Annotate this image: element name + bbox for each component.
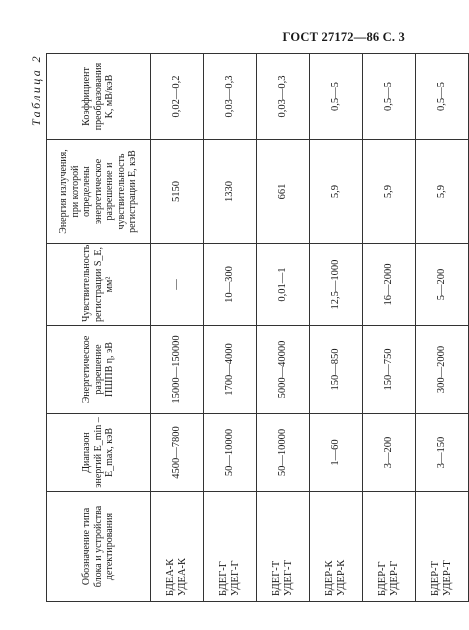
code-line: БДЕГ-Г (217, 561, 229, 596)
cell-range: 3—150 (416, 414, 469, 492)
code-line: БДЕР-Г (376, 561, 388, 596)
cell-sensitivity: 10—300 (204, 244, 257, 326)
code-line: УДЕР-Г (389, 560, 400, 596)
table-row (310, 54, 363, 602)
column-header: Энергия излучения, при которой определены энергетическое разрешение и чувствительность регистрации E, кэВ (47, 140, 151, 244)
cell-range: 50—10000 (257, 414, 310, 492)
cell-sensitivity: 5—200 (416, 244, 469, 326)
column-header: Диапазон энергий E_min – E_max, кэВ (47, 414, 151, 492)
cell-range: 4500—7800 (151, 414, 204, 492)
cell-coeff: 0,03—0,3 (204, 54, 257, 140)
code-line: БДЕР-Т (429, 561, 441, 596)
cell-resolution: 5000—40000 (257, 326, 310, 414)
table-row (204, 54, 257, 602)
cell-coeff: 0,03—0,3 (257, 54, 310, 140)
column-header: Обозначение типа блока и устройства детектирования (47, 492, 151, 602)
cell-sensitivity: — (151, 244, 204, 326)
code-line: УДЕР-Т (442, 560, 453, 596)
table-row (416, 54, 469, 602)
cell-code (151, 492, 204, 602)
cell-coeff: 0,5—5 (363, 54, 416, 140)
cell-energy: 5,9 (416, 140, 469, 244)
column-header: Энергетическое разрешение ПШПВ η, эВ (47, 326, 151, 414)
page-header: ГОСТ 27172—86 С. 3 (282, 30, 405, 44)
table-row (363, 54, 416, 602)
cell-resolution: 150—750 (363, 326, 416, 414)
column-header: Коэффициент преобразования K, мВ/кэВ (47, 54, 151, 140)
cell-resolution: 300—2000 (416, 326, 469, 414)
cell-energy: 1330 (204, 140, 257, 244)
table-header-row (47, 54, 151, 602)
cell-coeff: 0,5—5 (310, 54, 363, 140)
cell-code (363, 492, 416, 602)
cell-code (204, 492, 257, 602)
code-line: УДЕА-К (177, 557, 188, 596)
code-line: БДЕР-К (323, 560, 335, 596)
cell-resolution: 15000—150000 (151, 326, 204, 414)
cell-energy: 661 (257, 140, 310, 244)
cell-coeff: 0,5—5 (416, 54, 469, 140)
cell-resolution: 150—850 (310, 326, 363, 414)
cell-range: 1—60 (310, 414, 363, 492)
code-line: УДЕГ-Т (283, 560, 294, 596)
cell-code (257, 492, 310, 602)
code-line: БДЕА-К (164, 558, 176, 596)
cell-coeff: 0,02—0,2 (151, 54, 204, 140)
table-row (151, 54, 204, 602)
cell-sensitivity: 12,5—1000 (310, 244, 363, 326)
cell-resolution: 1700—4000 (204, 326, 257, 414)
cell-energy: 5,9 (310, 140, 363, 244)
cell-code (416, 492, 469, 602)
table-row (257, 54, 310, 602)
cell-energy: 5150 (151, 140, 204, 244)
cell-range: 3—200 (363, 414, 416, 492)
code-line: УДЕР-К (336, 559, 347, 596)
code-line: БДЕГ-Т (270, 560, 282, 596)
rotated-table-area (29, 54, 453, 602)
cell-energy: 5,9 (363, 140, 416, 244)
cell-sensitivity: 16—2000 (363, 244, 416, 326)
column-header: Чувствительность регистрации S_E, мм² (47, 244, 151, 326)
data-table (46, 53, 469, 602)
cell-range: 50—10000 (204, 414, 257, 492)
code-line: УДЕГ-Г (230, 560, 241, 596)
cell-code (310, 492, 363, 602)
cell-sensitivity: 0,01—1 (257, 244, 310, 326)
table-caption: Таблица 2 (29, 54, 43, 126)
